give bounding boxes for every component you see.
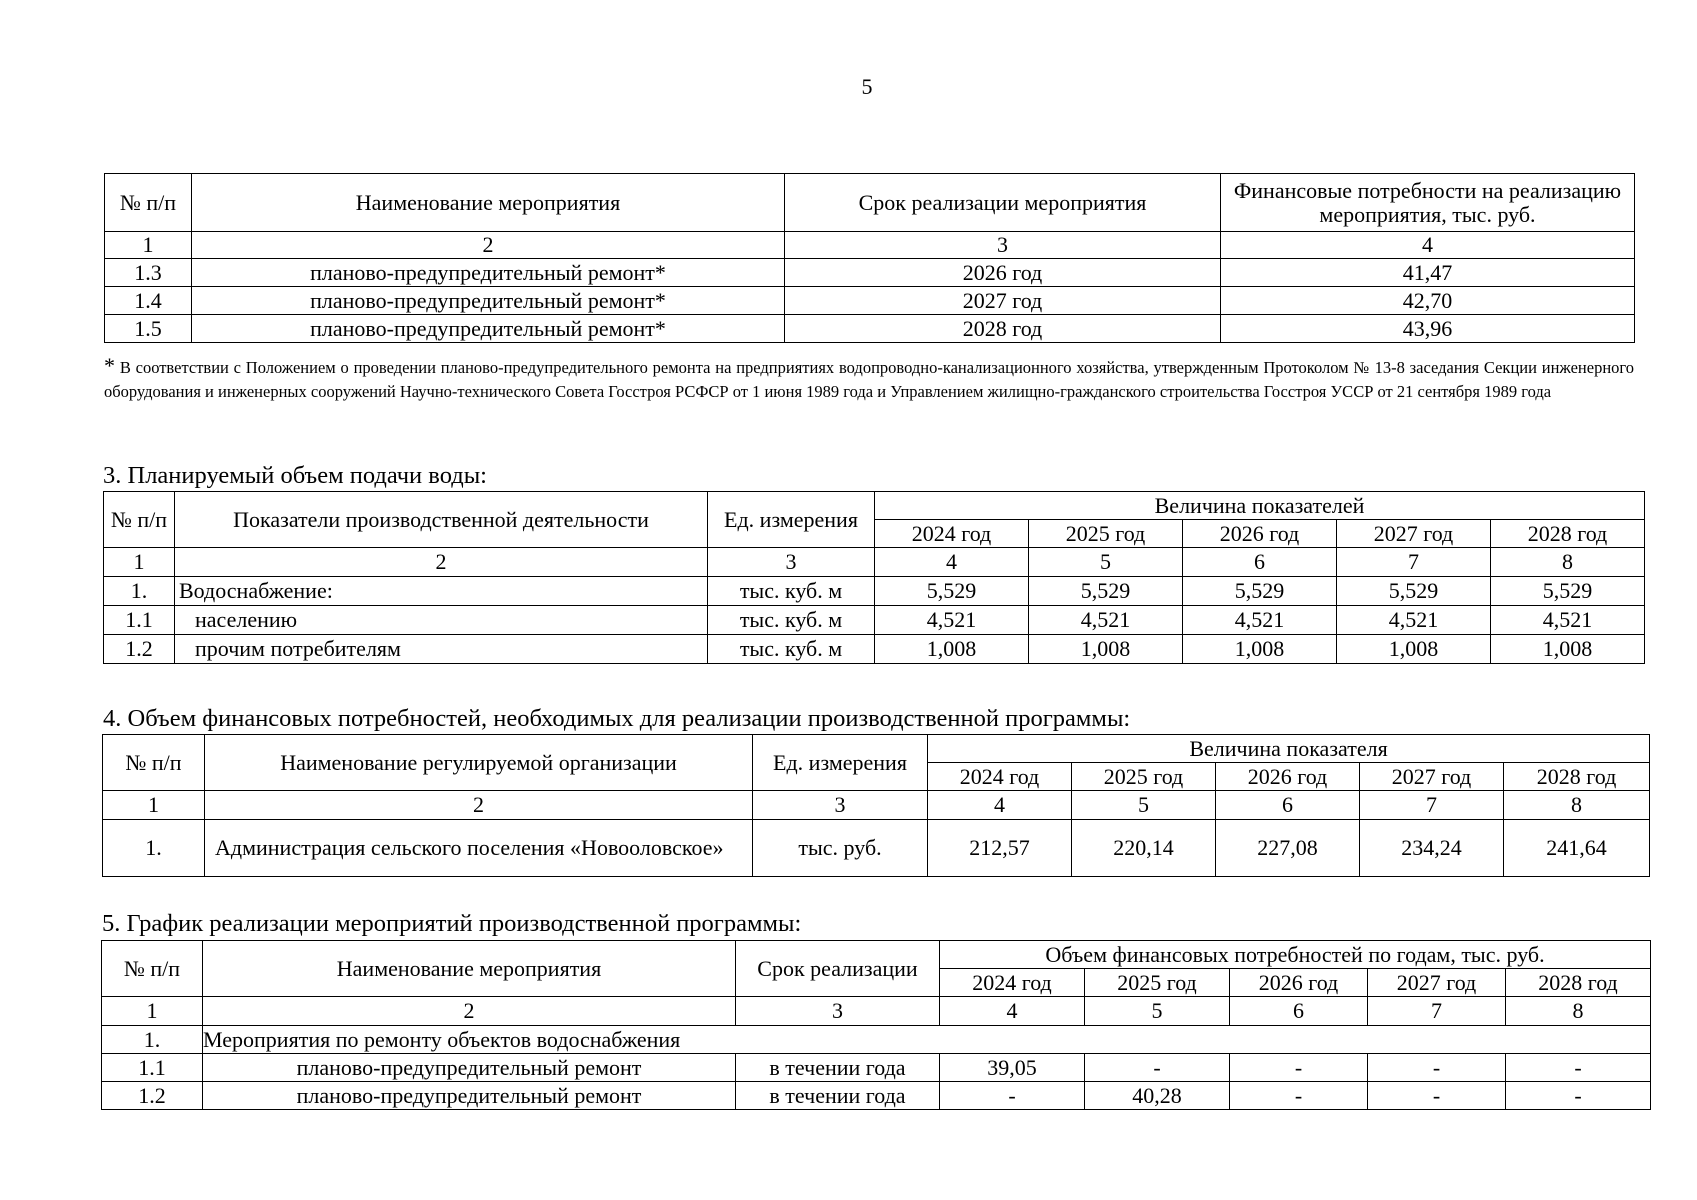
index-cell: 7 [1368, 997, 1506, 1026]
group-title: Мероприятия по ремонту объектов водоснабжения [203, 1026, 1651, 1054]
index-cell: 1 [105, 232, 192, 259]
row-value: 5,529 [1183, 577, 1337, 606]
index-cell: 7 [1337, 548, 1491, 577]
year-header: 2027 год [1368, 969, 1506, 997]
section-5-heading: 5. График реализации мероприятий производственной программы: [102, 910, 802, 937]
row-value: 4,521 [875, 606, 1029, 635]
row-unit: тыс. руб. [753, 820, 928, 877]
table-row [103, 820, 1650, 877]
section-3-heading: 3. Планируемый объем подачи воды: [103, 462, 487, 489]
index-cell: 4 [928, 791, 1072, 820]
index-cell: 3 [708, 548, 875, 577]
year-header: 2025 год [1072, 763, 1216, 791]
row-value: - [1230, 1082, 1368, 1110]
col-num-header: № п/п [104, 492, 175, 548]
footnote-star: * [104, 353, 115, 378]
year-header: 2026 год [1230, 969, 1368, 997]
row-term: 2026 год [785, 259, 1221, 287]
row-name: планово-предупредительный ремонт [203, 1082, 736, 1110]
col-finance-header: Финансовые потребности на реализацию мероприятия, тыс. руб. [1221, 174, 1635, 232]
index-cell: 8 [1504, 791, 1650, 820]
row-name: планово-предупредительный ремонт* [192, 287, 785, 315]
row-value: 4,521 [1491, 606, 1645, 635]
row-num: 1.1 [102, 1054, 203, 1082]
year-header: 2026 год [1216, 763, 1360, 791]
row-unit: тыс. куб. м [708, 635, 875, 664]
col-num-header: № п/п [103, 735, 205, 791]
row-value: 227,08 [1216, 820, 1360, 877]
row-num: 1. [102, 1026, 203, 1054]
year-header: 2027 год [1360, 763, 1504, 791]
row-value: 5,529 [1029, 577, 1183, 606]
row-value: 241,64 [1504, 820, 1650, 877]
index-cell: 4 [1221, 232, 1635, 259]
footnote [104, 354, 1634, 404]
row-name: планово-предупредительный ремонт [203, 1054, 736, 1082]
index-cell: 2 [192, 232, 785, 259]
col-org-header: Наименование регулируемой организации [205, 735, 753, 791]
table-row [105, 287, 1635, 315]
row-value: 4,521 [1183, 606, 1337, 635]
col-num-header: № п/п [105, 174, 192, 232]
index-cell: 4 [875, 548, 1029, 577]
row-value: - [1230, 1054, 1368, 1082]
financial-needs-table [102, 734, 1650, 877]
index-cell: 3 [753, 791, 928, 820]
table-index-row [102, 997, 1651, 1026]
index-cell: 1 [103, 791, 205, 820]
row-value: - [1085, 1054, 1230, 1082]
col-unit-header: Ед. измерения [753, 735, 928, 791]
row-value: 1,008 [1183, 635, 1337, 664]
row-value: 212,57 [928, 820, 1072, 877]
col-name-header: Наименование мероприятия [192, 174, 785, 232]
row-value: 234,24 [1360, 820, 1504, 877]
row-value: 42,70 [1221, 287, 1635, 315]
index-cell: 1 [102, 997, 203, 1026]
row-unit: тыс. куб. м [708, 606, 875, 635]
index-cell: 6 [1183, 548, 1337, 577]
row-value: - [1368, 1082, 1506, 1110]
row-value: 1,008 [1337, 635, 1491, 664]
year-header: 2025 год [1085, 969, 1230, 997]
table-row [102, 1082, 1651, 1110]
row-name: Водоснабжение: [175, 577, 708, 606]
index-cell: 5 [1072, 791, 1216, 820]
table-header-row [102, 941, 1651, 969]
index-cell: 8 [1506, 997, 1651, 1026]
year-header: 2027 год [1337, 520, 1491, 548]
table-header-row [103, 735, 1650, 763]
values-group-header: Объем финансовых потребностей по годам, тыс. руб. [940, 941, 1651, 969]
table-index-row [103, 791, 1650, 820]
table-row [104, 635, 1645, 664]
table-index-row [105, 232, 1635, 259]
row-value: 220,14 [1072, 820, 1216, 877]
row-term: 2027 год [785, 287, 1221, 315]
table-row [105, 315, 1635, 343]
row-unit: тыс. куб. м [708, 577, 875, 606]
year-header: 2024 год [875, 520, 1029, 548]
index-cell: 6 [1216, 791, 1360, 820]
year-header: 2028 год [1506, 969, 1651, 997]
row-value: 1,008 [1491, 635, 1645, 664]
year-header: 2028 год [1491, 520, 1645, 548]
row-value: 1,008 [1029, 635, 1183, 664]
col-name-header: Наименование мероприятия [203, 941, 736, 997]
table-row [102, 1054, 1651, 1082]
index-cell: 5 [1029, 548, 1183, 577]
row-value: - [1368, 1054, 1506, 1082]
page-number: 5 [861, 74, 873, 99]
water-supply-volume-table [103, 491, 1645, 664]
row-value: 41,47 [1221, 259, 1635, 287]
table-row [105, 259, 1635, 287]
row-value: 39,05 [940, 1054, 1085, 1082]
measures-table-continued [104, 173, 1635, 343]
index-cell: 2 [175, 548, 708, 577]
index-cell: 5 [1085, 997, 1230, 1026]
col-term-header: Срок реализации мероприятия [785, 174, 1221, 232]
year-header: 2026 год [1183, 520, 1337, 548]
row-num: 1.5 [105, 315, 192, 343]
row-value: 4,521 [1029, 606, 1183, 635]
group-row [102, 1026, 1651, 1054]
row-name: прочим потребителям [175, 635, 708, 664]
year-header: 2028 год [1504, 763, 1650, 791]
row-value: 43,96 [1221, 315, 1635, 343]
year-header: 2025 год [1029, 520, 1183, 548]
footnote-text: В соответствии с Положением о проведении планово-предупредительного ремонта на предприятиях водопроводно-канализационного хозяйства, утвержденным Протоколом № 13-8 заседания Секции инженерного оборудования и инженерных сооружений Научно-технического Совета Госстроя РСФСР от 1 июня 1989 года и Управлением жилищно-гражданского строительства Госстроя УССР от 21 сентября 1989 года [104, 358, 1635, 401]
row-value: - [1506, 1054, 1651, 1082]
row-num: 1.3 [105, 259, 192, 287]
row-term: в течении года [736, 1054, 940, 1082]
row-value: 5,529 [1337, 577, 1491, 606]
row-org-name: Администрация сельского поселения «Новооловское» [205, 820, 753, 877]
index-cell: 1 [104, 548, 175, 577]
col-num-header: № п/п [102, 941, 203, 997]
index-cell: 3 [736, 997, 940, 1026]
table-header-row [105, 174, 1635, 232]
values-group-header: Величина показателей [875, 492, 1645, 520]
year-header: 2024 год [928, 763, 1072, 791]
row-term: в течении года [736, 1082, 940, 1110]
index-cell: 8 [1491, 548, 1645, 577]
row-num: 1. [103, 820, 205, 877]
row-name: населению [175, 606, 708, 635]
index-cell: 6 [1230, 997, 1368, 1026]
row-name: планово-предупредительный ремонт* [192, 259, 785, 287]
row-num: 1.1 [104, 606, 175, 635]
col-term-header: Срок реализации [736, 941, 940, 997]
row-value: 4,521 [1337, 606, 1491, 635]
row-name: планово-предупредительный ремонт* [192, 315, 785, 343]
row-value: - [1506, 1082, 1651, 1110]
index-cell: 2 [205, 791, 753, 820]
row-num: 1.2 [102, 1082, 203, 1110]
index-cell: 3 [785, 232, 1221, 259]
table-index-row [104, 548, 1645, 577]
schedule-table [101, 940, 1651, 1110]
table-row [104, 577, 1645, 606]
row-value: 40,28 [1085, 1082, 1230, 1110]
values-group-header: Величина показателя [928, 735, 1650, 763]
col-indicator-header: Показатели производственной деятельности [175, 492, 708, 548]
row-value: - [940, 1082, 1085, 1110]
index-cell: 7 [1360, 791, 1504, 820]
col-unit-header: Ед. измерения [708, 492, 875, 548]
row-num: 1. [104, 577, 175, 606]
year-header: 2024 год [940, 969, 1085, 997]
table-row [104, 606, 1645, 635]
index-cell: 4 [940, 997, 1085, 1026]
row-value: 5,529 [1491, 577, 1645, 606]
table-header-row [104, 492, 1645, 520]
section-4-heading: 4. Объем финансовых потребностей, необходимых для реализации производственной программы: [103, 705, 1131, 732]
row-value: 5,529 [875, 577, 1029, 606]
index-cell: 2 [203, 997, 736, 1026]
row-num: 1.4 [105, 287, 192, 315]
row-num: 1.2 [104, 635, 175, 664]
row-term: 2028 год [785, 315, 1221, 343]
row-value: 1,008 [875, 635, 1029, 664]
